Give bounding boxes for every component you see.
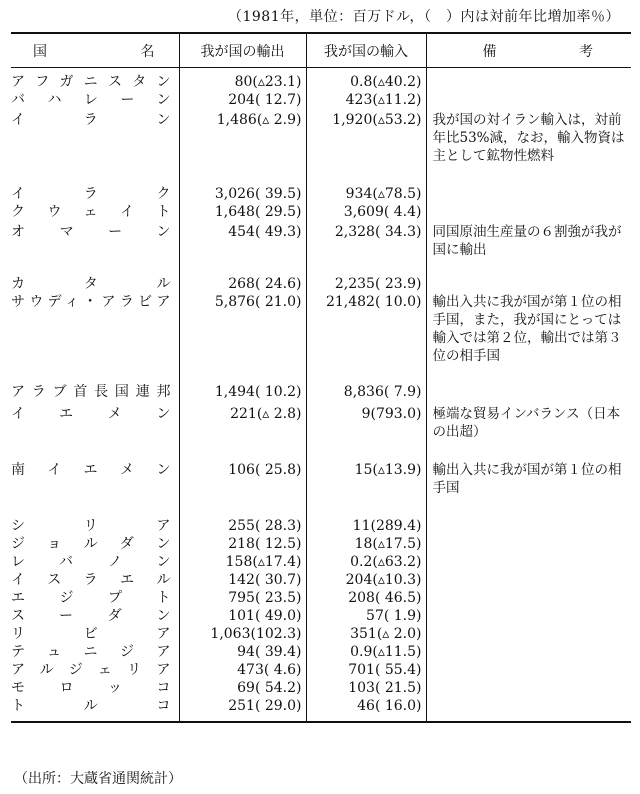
export-cell: 142( 30.7)	[179, 571, 306, 589]
table-row	[11, 553, 631, 571]
import-cell: 2,328( 34.3)	[306, 223, 426, 275]
table-row	[11, 275, 631, 293]
export-cell: 204( 12.7)	[179, 91, 306, 111]
import-cell: 8,836( 7.9)	[306, 383, 426, 405]
remarks-cell	[426, 185, 631, 203]
table-row	[11, 535, 631, 553]
export-cell: 255( 28.3)	[179, 517, 306, 535]
table-row	[11, 203, 631, 223]
country-cell: テュニジア	[11, 644, 171, 660]
header-remarks	[426, 33, 631, 68]
export-cell: 251( 29.0)	[179, 697, 306, 722]
country-cell: トルコ	[11, 697, 179, 722]
remarks-cell	[426, 643, 631, 661]
remarks-cell	[426, 697, 631, 722]
export-cell: 101( 49.0)	[179, 607, 306, 625]
country-cell: アラブ首長国連邦	[11, 384, 171, 400]
import-cell: 3,609( 4.4)	[306, 203, 426, 223]
remarks-cell	[426, 625, 631, 643]
export-cell: 218( 12.5)	[179, 535, 306, 553]
country-cell: リビア	[11, 626, 171, 642]
import-cell: 0.9(▵11.5)	[306, 643, 426, 661]
header-country-char: 名	[140, 43, 155, 60]
country-cell: イラク	[11, 186, 171, 202]
remarks-cell	[426, 607, 631, 625]
remarks-cell: 我が国の対イラン輸入は，対前年比53%減，なお，輸入物資は主として鉱物性燃料	[426, 111, 631, 185]
country-cell: アルジェリア	[11, 662, 171, 678]
remarks-cell	[426, 571, 631, 589]
import-cell: 208( 46.5)	[306, 589, 426, 607]
table-row	[11, 111, 631, 185]
country-cell: 南イエメン	[11, 462, 171, 478]
remarks-cell	[426, 68, 631, 92]
table-row	[11, 405, 631, 461]
source-note: （出所：大蔵省通関統計）	[14, 771, 182, 787]
country-cell: アフガニスタン	[11, 74, 171, 90]
remarks-cell	[426, 679, 631, 697]
table-row	[11, 517, 631, 535]
remarks-cell: 輸出入共に我が国が第１位の相手国	[426, 461, 631, 517]
export-cell: 69( 54.2)	[179, 679, 306, 697]
export-cell: 221(▵ 2.8)	[179, 405, 306, 461]
remarks-cell	[426, 535, 631, 553]
table-row	[11, 697, 631, 722]
import-cell: 2,235( 23.9)	[306, 275, 426, 293]
import-cell: 18(▵17.5)	[306, 535, 426, 553]
table-row	[11, 383, 631, 405]
import-cell: 0.8(▵40.2)	[306, 68, 426, 92]
unit-note: （1981年，単位：百万ドル，（ ）内は対前年比増加率％）	[227, 9, 620, 25]
import-cell: 1,920(▵53.2)	[306, 111, 426, 185]
header-remarks-char: 考	[579, 43, 593, 60]
export-cell: 473( 4.6)	[179, 661, 306, 679]
export-cell: 1,486(▵ 2.9)	[179, 111, 306, 185]
remarks-cell	[426, 553, 631, 571]
country-cell: バハレーン	[11, 92, 171, 108]
export-cell: 158(▵17.4)	[179, 553, 306, 571]
export-cell: 1,494( 10.2)	[179, 383, 306, 405]
import-cell: 9(793.0)	[306, 405, 426, 461]
import-cell: 15(▵13.9)	[306, 461, 426, 517]
import-cell: 11(289.4)	[306, 517, 426, 535]
country-cell: イエメン	[11, 406, 171, 422]
import-cell: 423(▵11.2)	[306, 91, 426, 111]
table-body	[11, 68, 631, 723]
export-cell: 3,026( 39.5)	[179, 185, 306, 203]
country-cell: レバノン	[11, 554, 171, 570]
header-remarks-char: 備	[482, 43, 497, 60]
remarks-cell	[426, 203, 631, 223]
table-row	[11, 607, 631, 625]
import-cell: 351(▵ 2.0)	[306, 625, 426, 643]
import-cell: 204(▵10.3)	[306, 571, 426, 589]
table-row	[11, 293, 631, 383]
table-row	[11, 589, 631, 607]
export-cell: 454( 49.3)	[179, 223, 306, 275]
country-cell: ジョルダン	[11, 536, 171, 552]
country-cell: クウェイト	[11, 204, 171, 220]
import-cell: 103( 21.5)	[306, 679, 426, 697]
remarks-cell	[426, 661, 631, 679]
remarks-cell	[426, 383, 631, 405]
remarks-cell	[426, 275, 631, 293]
import-cell: 0.2(▵63.2)	[306, 553, 426, 571]
export-cell: 1,063(102.3)	[179, 625, 306, 643]
table-row	[11, 643, 631, 661]
import-cell: 21,482( 10.0)	[306, 293, 426, 383]
remarks-cell	[426, 91, 631, 111]
trade-table	[11, 32, 631, 723]
country-cell: モロッコ	[11, 680, 171, 696]
country-cell: エジプト	[11, 590, 171, 606]
import-cell: 57( 1.9)	[306, 607, 426, 625]
export-cell: 94( 39.4)	[179, 643, 306, 661]
country-cell: サウディ・アラビア	[11, 294, 171, 310]
import-cell: 701( 55.4)	[306, 661, 426, 679]
header-export: 我が国の輸出	[179, 33, 306, 68]
remarks-cell	[426, 517, 631, 535]
table-row	[11, 185, 631, 203]
remarks-cell: 極端な貿易インバランス（日本の出超）	[426, 405, 631, 461]
import-cell: 46( 16.0)	[306, 697, 426, 722]
table-row	[11, 223, 631, 275]
remarks-cell	[426, 589, 631, 607]
table-header-row	[11, 33, 631, 68]
table-row	[11, 68, 631, 92]
export-cell: 795( 23.5)	[179, 589, 306, 607]
export-cell: 80(▵23.1)	[179, 68, 306, 92]
export-cell: 5,876( 21.0)	[179, 293, 306, 383]
country-cell: イラン	[11, 112, 171, 128]
export-cell: 1,648( 29.5)	[179, 203, 306, 223]
table-row	[11, 91, 631, 111]
remarks-cell: 輸出入共に我が国が第１位の相手国，また，我が国にとっては輸入では第２位，輸出では第３位の相手国	[426, 293, 631, 383]
country-cell: オマーン	[11, 224, 171, 240]
header-country-char: 国	[33, 43, 47, 60]
country-cell: スーダン	[11, 608, 171, 624]
table-row	[11, 571, 631, 589]
table-row	[11, 679, 631, 697]
country-cell: シリア	[11, 518, 171, 534]
table-row	[11, 625, 631, 643]
table-row	[11, 461, 631, 517]
export-cell: 106( 25.8)	[179, 461, 306, 517]
header-country	[11, 33, 179, 68]
export-cell: 268( 24.6)	[179, 275, 306, 293]
remarks-cell: 同国原油生産量の６割強が我が国に輸出	[426, 223, 631, 275]
country-cell: イスラエル	[11, 572, 171, 588]
header-import: 我が国の輸入	[306, 33, 426, 68]
country-cell: カタル	[11, 276, 171, 292]
import-cell: 934(▵78.5)	[306, 185, 426, 203]
table-row	[11, 661, 631, 679]
